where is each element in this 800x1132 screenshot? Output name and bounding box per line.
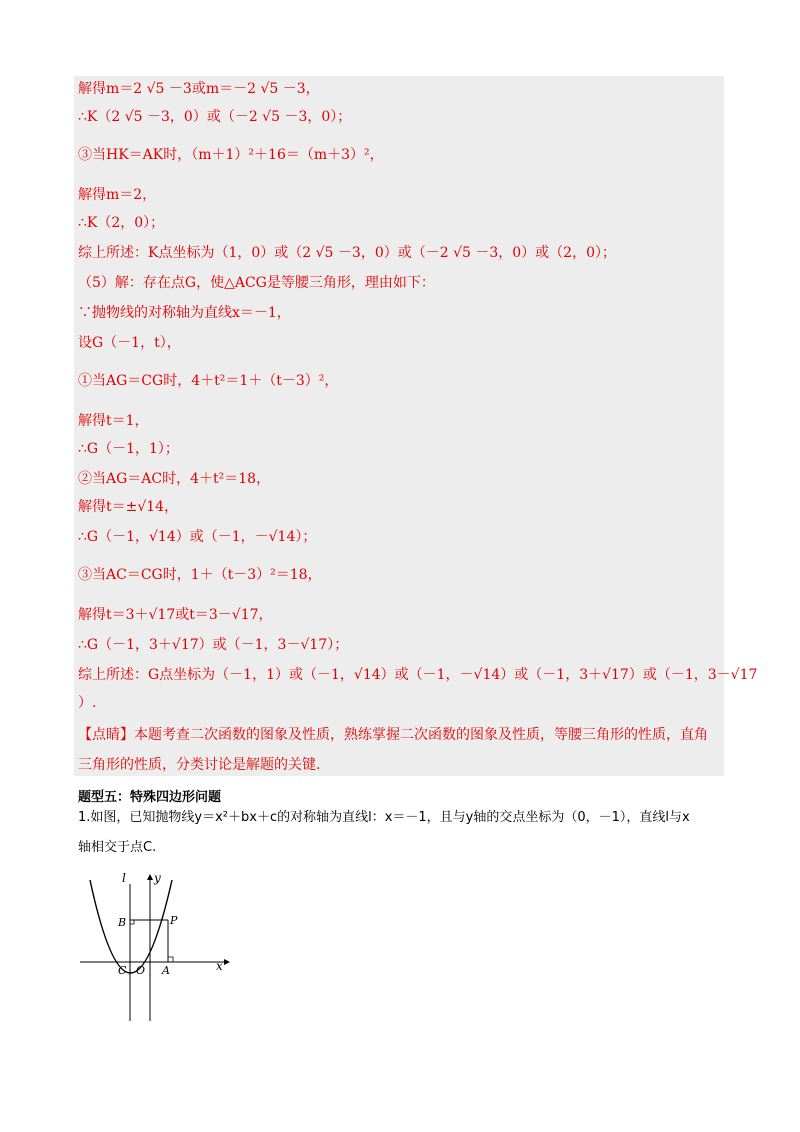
label-p: P [170, 914, 178, 927]
solution-line: 设G（－1，t）， [78, 335, 181, 351]
label-a: A [162, 964, 170, 977]
y-axis-arrow [147, 874, 153, 880]
right-angle-mark-b [130, 920, 134, 924]
right-angle-mark-a [168, 957, 173, 962]
solution-line: ∴G（－1，1）； [78, 441, 179, 457]
solution-line: ①当AG＝CG时，4＋t²＝1＋（t－3）²， [78, 373, 339, 389]
label-b: B [118, 916, 127, 929]
solution-line: ∴K（2，0）； [78, 215, 165, 231]
solution-line: ∴G（－1，√14）或（－1，－√14）； [78, 529, 317, 545]
solution-line: ）. [78, 695, 97, 711]
solution-line: 解得m＝2， [78, 187, 157, 203]
label-l: l [122, 871, 126, 885]
solution-line: ③当HK＝AK时，（m＋1）²＋16＝（m＋3）²， [78, 147, 384, 163]
solution-line: 解得t＝1， [78, 413, 149, 429]
solution-line: 解得m＝2 √5 －3或m＝－2 √5 －3， [78, 81, 320, 97]
x-axis-arrow [224, 959, 230, 965]
solution-line: ②当AG＝AC时，4＋t²＝18， [78, 471, 271, 487]
question-text: 1.如图，已知抛物线y＝x²＋bx＋c的对称轴为直线l：x＝－1，且与y轴的交点坐标为（0，－1），直线l与x [78, 810, 690, 825]
solution-line: 解得t＝±√14， [78, 499, 179, 515]
solution-line: ∴G（－1，3＋√17）或（－1，3－√17）； [78, 637, 349, 653]
solution-line: ∴K（2 √5 －3，0）或（－2 √5 －3，0）； [78, 109, 352, 125]
label-y: y [154, 871, 161, 885]
question-text: 轴相交于点C. [78, 840, 157, 855]
solution-line: ③当AC＝CG时，1＋（t－3）²＝18， [78, 567, 322, 583]
solution-line: 【点睛】本题考查二次函数的图象及性质，熟练掌握二次函数的图象及性质，等腰三角形的性质，直角 [78, 727, 708, 743]
parabola-figure [76, 866, 236, 1026]
solution-line: 三角形的性质，分类讨论是解题的关键. [78, 757, 321, 773]
solution-line: ∵抛物线的对称轴为直线x＝－1， [78, 305, 291, 321]
parabola-curve [90, 880, 172, 973]
section-title: 题型五：特殊四边形问题 [78, 790, 222, 805]
solution-line: 综上所述：G点坐标为（－1，1）或（－1，√14）或（－1，－√14）或（－1，3＋√17）或（－1，3－√17 [78, 667, 758, 683]
solution-line: 综上所述：K点坐标为（1，0）或（2 √5 －3，0）或（－2 √5 －3，0）或（2，0）； [78, 245, 616, 261]
label-x: x [216, 959, 223, 973]
solution-line: （5）解：存在点G，使△ACG是等腰三角形，理由如下： [78, 275, 435, 291]
label-o: O [136, 964, 146, 977]
solution-line: 解得t＝3＋√17或t＝3－√17， [78, 607, 273, 623]
label-c: C [118, 964, 127, 977]
